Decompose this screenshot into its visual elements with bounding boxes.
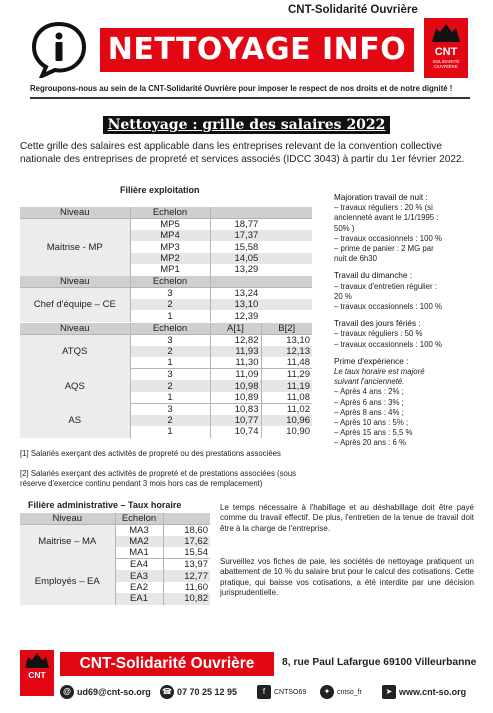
table-header-echelon: Echelon <box>130 207 210 219</box>
rate-a-cell: 10,74 <box>210 426 261 437</box>
echelon-cell: MP2 <box>130 253 210 264</box>
table-maitrise <box>20 207 312 276</box>
rate-cell: 18,60 <box>184 525 208 536</box>
info-bubble-icon <box>30 20 88 78</box>
email-icon: @ <box>60 685 74 699</box>
facebook-text: CNTSO69 <box>274 688 307 696</box>
echelon-cell: MP3 <box>130 241 210 252</box>
rate-a-cell: 11,93 <box>210 346 261 357</box>
echelon-cell: EA4 <box>115 559 163 571</box>
rate-a-cell: 10,77 <box>210 415 261 426</box>
footer-logo <box>20 650 54 696</box>
experience-note: Le taux horaire est majoré <box>334 367 425 377</box>
echelon-cell: 3 <box>130 403 210 415</box>
experience-line: – Après 15 ans : 5,5 % <box>334 428 413 438</box>
echelon-cell: 3 <box>130 369 210 381</box>
document-title-wrap <box>0 116 493 134</box>
echelon-cell: MA2 <box>115 536 163 547</box>
table-chef-equipe <box>20 276 312 322</box>
echelon-cell: EA2 <box>115 582 163 593</box>
rate-b-cell: 11,29 <box>286 369 310 381</box>
black-cat-icon <box>424 18 468 46</box>
sunday-line: – travaux d'entretien régulier : <box>334 281 437 291</box>
twitter-text: cntso_fr <box>337 688 362 696</box>
echelon-cell: MP1 <box>130 264 210 275</box>
rate-cell: 15,58 <box>234 241 259 253</box>
exploitation-title: Filière exploitation <box>120 185 200 195</box>
footer-address: 8, rue Paul Lafargue 69100 Villeurbanne <box>282 657 477 668</box>
echelon-cell: EA3 <box>115 570 163 581</box>
contact-email[interactable] <box>60 684 151 700</box>
footnote-2: [2] Salariés exerçant des activités de propreté et de prestations associées (sous réserve d'exercice continu pendant 3 mois hors cas de remplacement) <box>20 469 297 488</box>
echelon-cell: MP4 <box>130 230 210 241</box>
header-logo-text: CNT <box>434 46 458 58</box>
echelon-cell: EA1 <box>115 593 163 604</box>
footnote-1: [1] Salariés exerçant des activités de propreté ou des prestations associées <box>20 449 281 458</box>
echelon-cell: 2 <box>130 415 210 426</box>
rate-cell: 13,29 <box>234 264 259 276</box>
night-line: – travaux réguliers : 20 % (si <box>334 203 433 213</box>
night-line: 50% ) <box>334 223 355 233</box>
slogan: Regroupons-nous au sein de la CNT-Solidarité Ouvrière pour imposer le respect de nos droits et de notre dignité ! <box>30 84 453 93</box>
rate-b-cell: 11,19 <box>261 380 312 391</box>
rate-cell: 12,77 <box>163 570 210 581</box>
echelon-cell: 3 <box>130 288 210 300</box>
table-agents <box>20 323 312 438</box>
rate-a-cell: 12,82 <box>210 335 261 347</box>
website-text: www.cnt-so.org <box>399 687 467 697</box>
echelon-cell: MP5 <box>130 219 210 231</box>
echelon-cell: 1 <box>130 310 210 321</box>
night-title: Majoration travail de nuit : <box>334 193 428 202</box>
experience-line: – Après 10 ans : 5% ; <box>334 418 409 428</box>
sunday-line: 20 % <box>334 291 352 301</box>
table-header-niveau: Niveau <box>20 513 115 525</box>
table-header-niveau: Niveau <box>20 276 130 288</box>
rate-cell: 13,24 <box>234 288 259 299</box>
level-cell: AQS <box>20 369 130 403</box>
echelon-cell: MA3 <box>115 525 163 537</box>
rate-b-cell: 13,10 <box>286 335 310 346</box>
banner-title: NETTOYAGE INFO <box>100 28 414 72</box>
echelon-cell: 1 <box>130 426 210 437</box>
rate-b-cell: 10,96 <box>261 415 312 426</box>
experience-line: – Après 8 ans : 4% ; <box>334 407 404 417</box>
experience-title: Prime d'expérience : <box>334 356 409 366</box>
echelon-cell: 2 <box>130 346 210 357</box>
administrative-title: Filière administrative – Taux horaire <box>28 500 182 510</box>
experience-note: suivant l'ancienneté. <box>334 377 405 387</box>
night-line: – travaux occasionnels : 100 % <box>334 233 442 243</box>
header-organization: CNT-Solidarité Ouvrière <box>288 4 418 16</box>
document-title: Nettoyage : grille des salaires 2022 <box>103 116 391 134</box>
contact-website[interactable] <box>382 684 466 700</box>
twitter-icon: ✦ <box>320 685 334 699</box>
holidays-title: Travail des jours fériés : <box>334 319 421 329</box>
rate-cell: 18,77 <box>234 219 259 230</box>
table-header-echelon: Echelon <box>130 276 210 288</box>
rate-a-cell: 10,98 <box>210 380 261 391</box>
sidebar-majorations <box>334 193 482 449</box>
rate-a-cell: 10,83 <box>210 403 261 415</box>
rate-cell: 17,37 <box>210 230 312 241</box>
table-header-echelon: Echelon <box>115 513 163 525</box>
table-administrative <box>20 513 210 605</box>
mouse-pointer-icon: ➤ <box>382 685 396 699</box>
table-header-niveau: Niveau <box>20 207 130 219</box>
echelon-cell: 2 <box>130 299 210 310</box>
rate-cell: 17,62 <box>163 536 210 547</box>
level-cell: Maitrise – MA <box>20 525 115 559</box>
echelon-cell: 1 <box>130 357 210 369</box>
level-cell: ATQS <box>20 335 130 369</box>
table-header-echelon: Echelon <box>130 323 210 335</box>
table-header-niveau: Niveau <box>20 323 130 335</box>
footer-logo-text: CNT <box>28 670 46 680</box>
table-header-b: B[2] <box>261 323 312 335</box>
rate-a-cell: 11,09 <box>210 369 261 381</box>
intro-paragraph: Cette grille des salaires est applicable dans les entreprises relevant de la convention collective nationale des entreprises de propreté et services associés (IDCC 3043) à partir du 1er février 2022. <box>20 141 465 165</box>
experience-line: – Après 4 ans : 2% ; <box>334 387 404 397</box>
rate-b-cell: 11,08 <box>261 392 312 404</box>
echelon-cell: 2 <box>130 380 210 391</box>
sunday-line: – travaux occasionnels : 100 % <box>334 302 442 312</box>
header-logo-subtext: SOLIDARITÉ OUVRIÈRE <box>432 59 460 69</box>
holidays-line: – travaux occasionnels : 100 % <box>334 339 442 349</box>
level-cell: AS <box>20 403 130 437</box>
echelon-cell: MA1 <box>115 547 163 559</box>
rate-b-cell: 12,13 <box>261 346 312 357</box>
rate-b-cell: 10,90 <box>286 426 310 438</box>
phone-text: 07 70 25 12 95 <box>177 687 238 697</box>
header-divider <box>30 97 470 99</box>
rate-b-cell: 11,48 <box>261 357 312 369</box>
black-cat-icon <box>20 650 54 670</box>
rate-a-cell: 11,30 <box>210 357 261 369</box>
rate-cell: 14,05 <box>210 253 312 264</box>
night-line: ancienneté avant le 1/1/1995 : <box>334 213 439 223</box>
rate-cell: 13,97 <box>184 559 208 571</box>
experience-line: – Après 6 ans : 3% ; <box>334 397 404 407</box>
rate-cell: 12,39 <box>234 310 259 322</box>
level-cell: Employés – EA <box>20 559 115 605</box>
rate-a-cell: 10,89 <box>210 392 261 404</box>
rate-cell: 11,60 <box>184 581 208 593</box>
level-cell: Maitrise - MP <box>20 219 130 276</box>
footer-organization: CNT-Solidarité Ouvrière <box>60 652 274 676</box>
sunday-title: Travail du dimanche : <box>334 271 412 281</box>
contact-twitter[interactable] <box>320 684 362 700</box>
contact-facebook[interactable] <box>257 684 306 700</box>
rate-cell: 10,82 <box>163 593 210 604</box>
echelon-cell: 3 <box>130 335 210 347</box>
night-line: nuit de 6h30 <box>334 254 377 264</box>
night-line: – prime de panier : 2 MG par <box>334 244 434 254</box>
level-cell: Chef d'équipe – CE <box>20 288 130 322</box>
contact-phone[interactable] <box>160 684 237 700</box>
facebook-icon: f <box>257 685 271 699</box>
header-logo <box>424 18 468 78</box>
note-habillage: Le temps nécessaire à l'habillage et au déshabillage doit être payé comme du travail effectif. De plus, l'entretien de la tenue de travail doit être à la charge de l'entreprise. <box>220 503 474 533</box>
phone-icon: ☎ <box>160 685 174 699</box>
echelon-cell: 1 <box>130 392 210 404</box>
rate-cell: 13,10 <box>210 299 312 310</box>
rate-b-cell: 11,02 <box>286 403 310 415</box>
rate-cell: 15,54 <box>163 547 210 559</box>
holidays-line: – travaux réguliers : 50 % <box>334 329 423 339</box>
email-text: ud69@cnt-so.org <box>77 687 151 697</box>
note-abattement: Surveillez vos fiches de paie, les sociétés de nettoyage pratiquent un abattement de 10 % du salaire brut pour le calcul des cotisations. Cette pratique, qui baisse vos cotisations, a été interdite par une décision jurisprudentielle. <box>220 557 474 598</box>
experience-line: – Après 20 ans : 6 % <box>334 438 406 448</box>
table-header-a: A[1] <box>210 323 261 335</box>
